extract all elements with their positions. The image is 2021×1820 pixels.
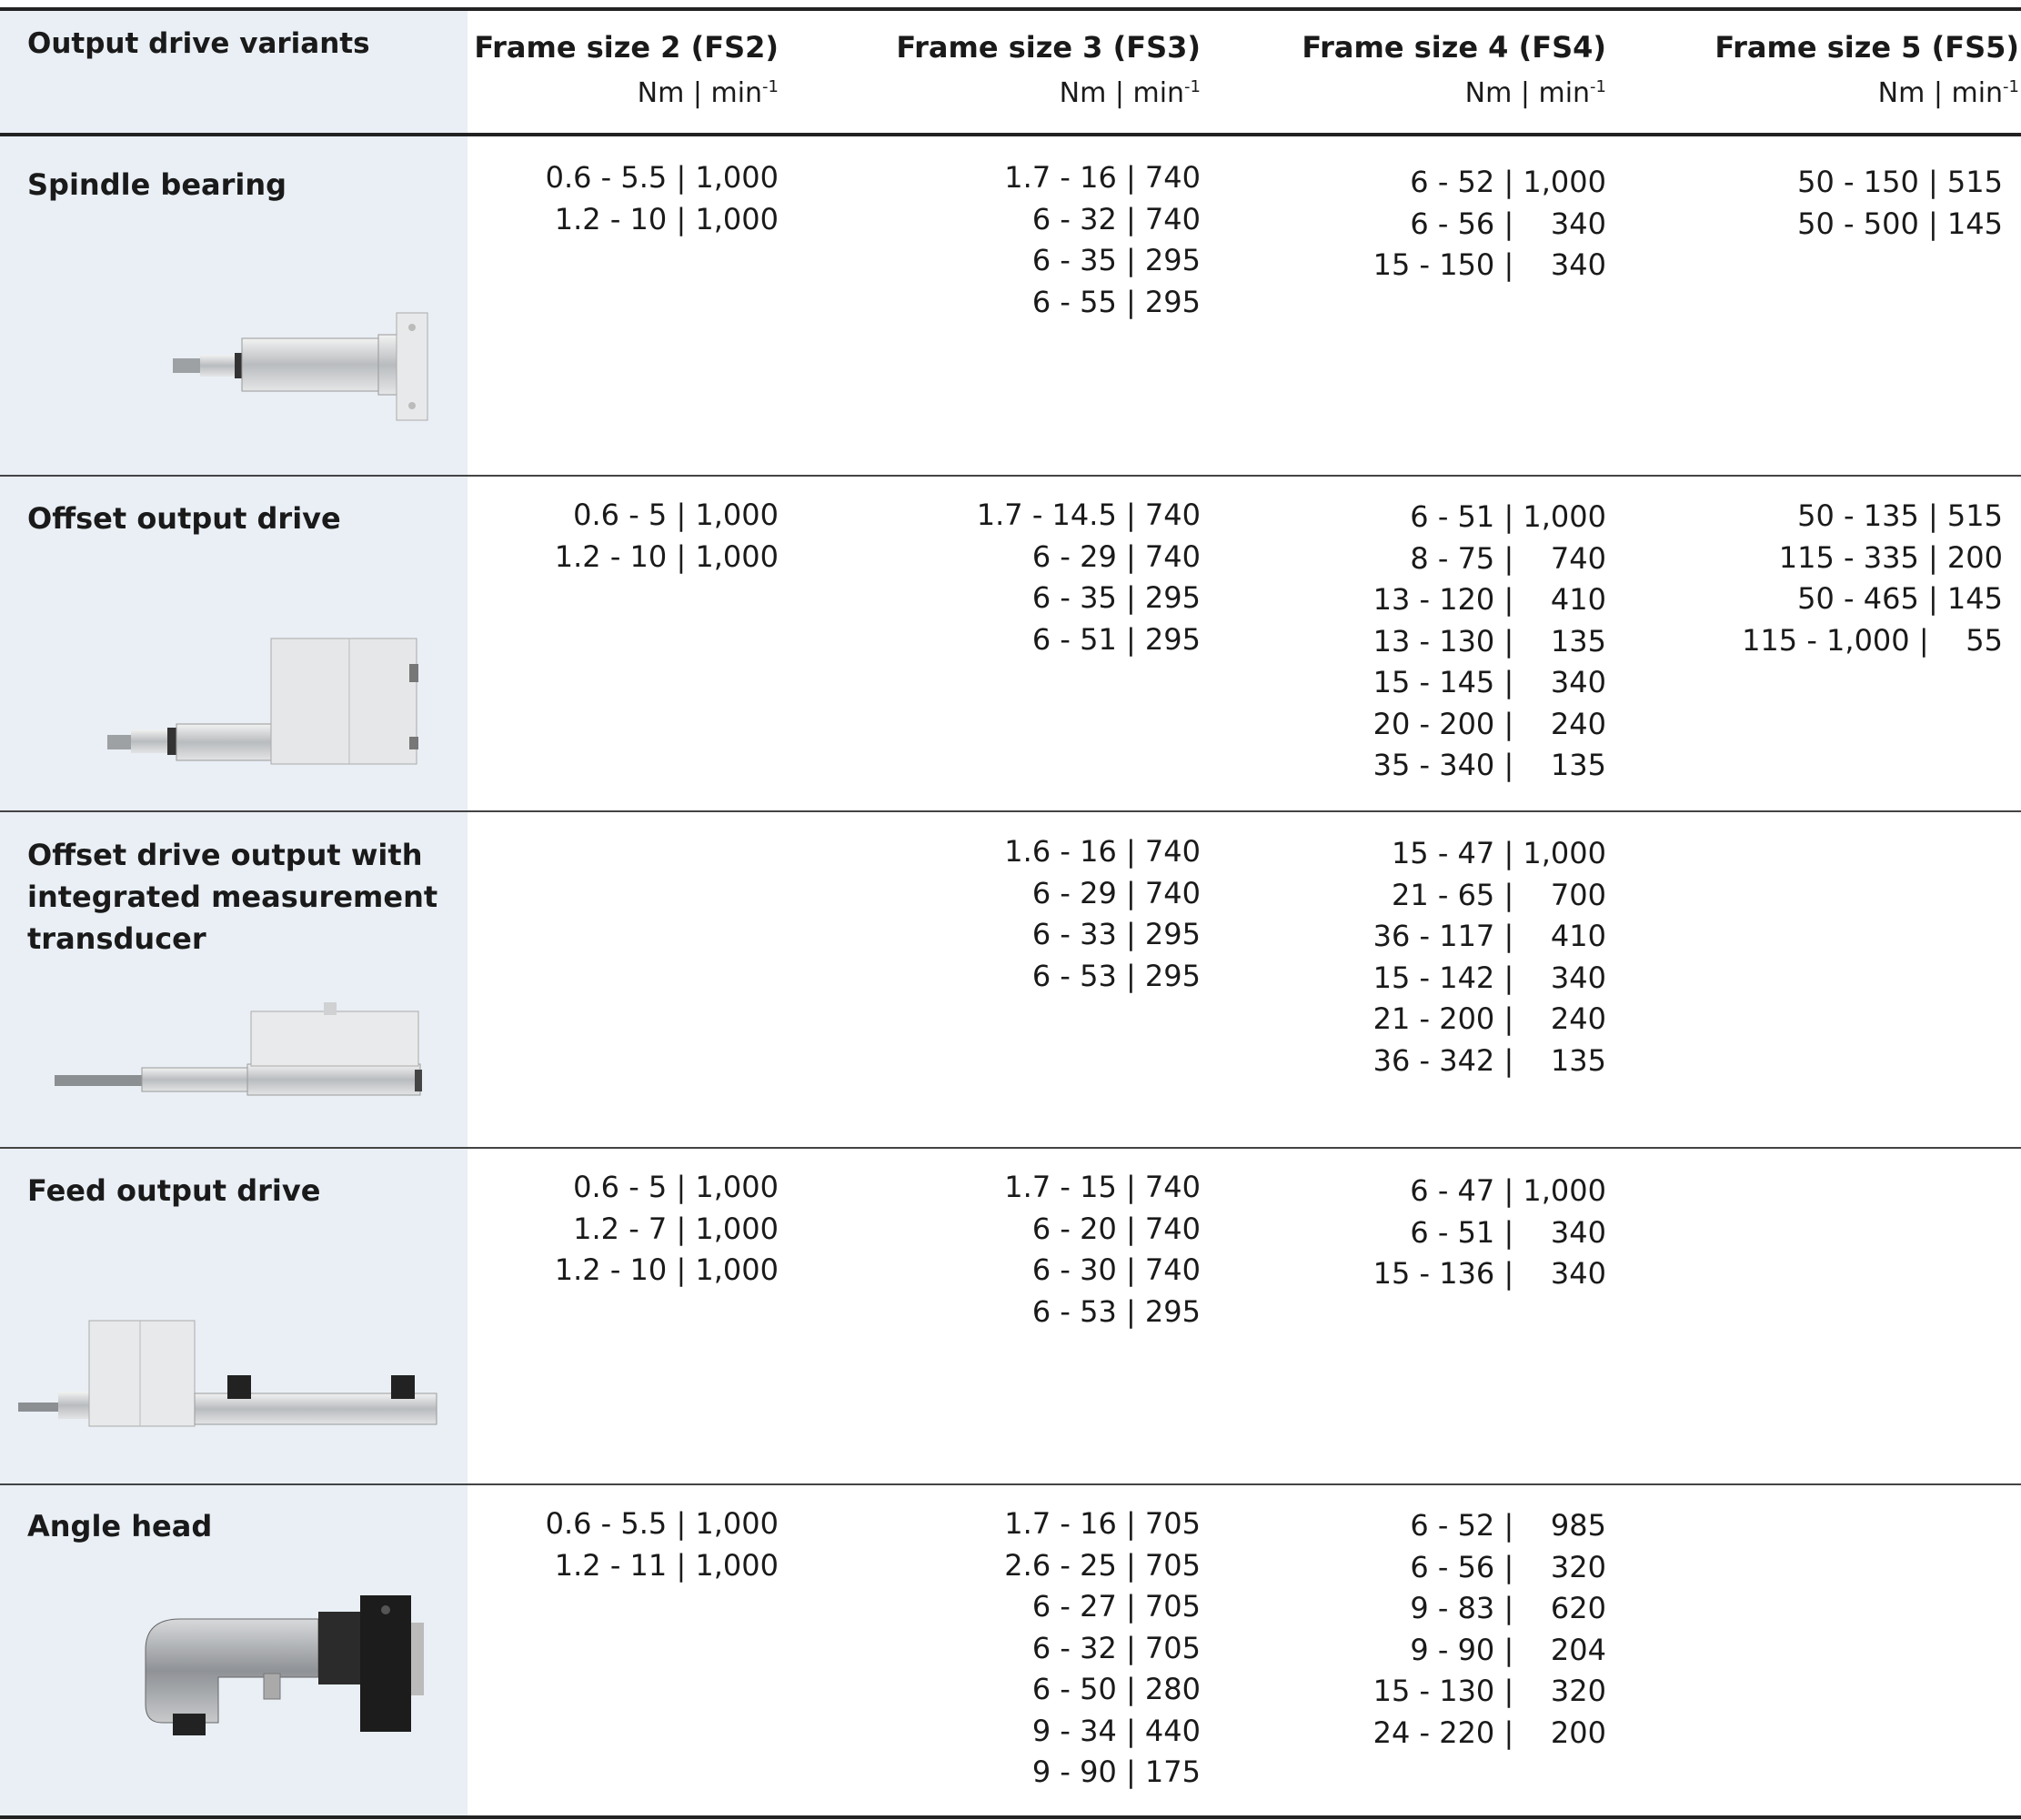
spindle-bearing-icon xyxy=(169,307,433,426)
fs3-values xyxy=(1004,1503,1201,1794)
value-cell: 1.2 - 11 | 1,000 xyxy=(554,1547,779,1583)
value-cell: 21 - 200 | 240 xyxy=(1372,1001,1606,1036)
value-cell: 15 - 136 | 340 xyxy=(1372,1256,1606,1291)
value-cell: 1.7 - 15 | 740 xyxy=(1004,1170,1201,1204)
value-cell: 6 - 32 | 705 xyxy=(1031,1630,1201,1665)
feed-output-drive-icon xyxy=(16,1317,444,1435)
angle-head-icon xyxy=(136,1586,427,1741)
value-cell: 50 - 135 | 515 xyxy=(1797,498,2003,533)
fs3-values xyxy=(1004,1167,1201,1332)
header-fs5-units: Nm | $\min^{-1}$ xyxy=(1877,77,2019,109)
row-label: Angle head xyxy=(27,1509,213,1543)
value-cell: 15 - 145 | 340 xyxy=(1372,665,1606,699)
header-rule xyxy=(0,133,2021,136)
fs4-values xyxy=(1373,833,1606,1081)
fs4-values xyxy=(1373,1505,1606,1754)
value-cell: 0.6 - 5 | 1,000 xyxy=(573,498,779,532)
value-cell: 1.7 - 16 | 705 xyxy=(1004,1506,1201,1541)
value-cell: 6 - 35 | 295 xyxy=(1031,580,1201,615)
value-cell: 2.6 - 25 | 705 xyxy=(1004,1547,1201,1583)
value-cell: 50 - 150 | 515 xyxy=(1797,165,2003,199)
fs5-values xyxy=(1797,162,2003,245)
header-fs5-title: Frame size 5 (FS5) xyxy=(1714,30,2019,65)
value-cell: 21 - 65 | 700 xyxy=(1391,877,1606,912)
value-cell: 6 - 55 | 295 xyxy=(1031,284,1201,319)
value-cell: 6 - 35 | 295 xyxy=(1031,243,1201,277)
row-divider xyxy=(0,475,2021,477)
value-cell: 1.2 - 7 | 1,000 xyxy=(573,1211,779,1246)
value-cell: 115 - 335 | 200 xyxy=(1778,539,2003,575)
fs3-values xyxy=(1004,157,1201,323)
value-cell: 1.7 - 16 | 740 xyxy=(1004,160,1201,195)
bottom-rule xyxy=(0,1815,2021,1819)
value-cell: 1.2 - 10 | 1,000 xyxy=(554,538,779,574)
value-cell: 6 - 56 | 320 xyxy=(1410,1549,1606,1584)
value-cell: 15 - 142 | 340 xyxy=(1372,960,1606,995)
value-cell: 6 - 29 | 740 xyxy=(1031,538,1201,574)
value-cell: 6 - 51 | 295 xyxy=(1031,621,1201,657)
value-cell: 36 - 342 | 135 xyxy=(1372,1042,1606,1078)
fs4-values xyxy=(1373,497,1606,787)
fs5-values xyxy=(1742,496,2003,661)
value-cell: 15 - 47 | 1,000 xyxy=(1391,836,1606,870)
header-fs4-title: Frame size 4 (FS4) xyxy=(1302,30,1606,65)
value-cell: 6 - 33 | 295 xyxy=(1031,917,1201,951)
header-fs4-units: Nm | $\min^{-1}$ xyxy=(1464,77,1606,109)
fs3-values xyxy=(1004,831,1201,997)
value-cell: 0.6 - 5 | 1,000 xyxy=(573,1170,779,1204)
fs2-values xyxy=(555,495,779,578)
header-fs3-units: Nm | $\min^{-1}$ xyxy=(1059,77,1201,109)
value-cell: 9 - 83 | 620 xyxy=(1410,1591,1606,1625)
top-rule xyxy=(0,7,2021,11)
row-label: Spindle bearing xyxy=(27,167,287,202)
value-cell: 6 - 51 | 1,000 xyxy=(1410,499,1606,534)
value-cell: 1.2 - 10 | 1,000 xyxy=(554,1252,779,1287)
value-cell: 50 - 465 | 145 xyxy=(1797,581,2003,616)
row-label: Feed output drive xyxy=(27,1173,321,1208)
header-fs4 xyxy=(1302,27,1606,114)
row-label: Offset drive output with integrated measurement transducer xyxy=(27,838,438,956)
value-cell: 20 - 200 | 240 xyxy=(1372,706,1606,741)
value-cell: 50 - 500 | 145 xyxy=(1797,206,2003,241)
value-cell: 13 - 130 | 135 xyxy=(1372,623,1606,659)
value-cell: 36 - 117 | 410 xyxy=(1372,919,1606,953)
value-cell: 115 - 1,000 | 55 xyxy=(1742,622,2003,658)
value-cell: 6 - 50 | 280 xyxy=(1031,1672,1201,1706)
fs4-values xyxy=(1373,162,1606,287)
value-cell: 15 - 150 | 340 xyxy=(1372,247,1606,282)
fs2-values xyxy=(546,157,779,240)
header-fs2-title: Frame size 2 (FS2) xyxy=(474,30,779,65)
fs2-values xyxy=(546,1503,779,1586)
value-cell: 1.7 - 14.5 | 740 xyxy=(976,498,1201,532)
offset-output-drive-icon xyxy=(106,637,424,769)
value-cell: 6 - 30 | 740 xyxy=(1031,1252,1201,1287)
value-cell: 0.6 - 5.5 | 1,000 xyxy=(545,1506,779,1541)
value-cell: 6 - 27 | 705 xyxy=(1031,1589,1201,1624)
value-cell: 6 - 53 | 295 xyxy=(1031,958,1201,993)
header-fs2-units: Nm | $\min^{-1}$ xyxy=(637,77,779,109)
value-cell: 6 - 53 | 295 xyxy=(1031,1293,1201,1329)
value-cell: 9 - 34 | 440 xyxy=(1031,1713,1201,1748)
value-cell: 0.6 - 5.5 | 1,000 xyxy=(545,160,779,195)
row-divider xyxy=(0,1147,2021,1149)
header-fs3 xyxy=(896,27,1201,114)
value-cell: 1.6 - 16 | 740 xyxy=(1004,834,1201,869)
value-cell: 13 - 120 | 410 xyxy=(1372,582,1606,617)
value-cell: 9 - 90 | 204 xyxy=(1410,1632,1606,1667)
value-cell: 24 - 220 | 200 xyxy=(1372,1714,1606,1750)
value-cell: 6 - 32 | 740 xyxy=(1031,201,1201,236)
value-cell: 6 - 52 | 985 xyxy=(1410,1508,1606,1543)
header-title: Output drive variants xyxy=(27,27,370,60)
fs3-values xyxy=(977,495,1201,660)
value-cell: 6 - 29 | 740 xyxy=(1031,875,1201,910)
value-cell: 6 - 56 | 340 xyxy=(1410,206,1606,241)
header-fs3-title: Frame size 3 (FS3) xyxy=(896,30,1201,65)
value-cell: 6 - 47 | 1,000 xyxy=(1410,1173,1606,1208)
value-cell: 9 - 90 | 175 xyxy=(1031,1755,1201,1789)
row-label: Offset output drive xyxy=(27,501,341,536)
header-fs5 xyxy=(1714,27,2019,114)
row-divider xyxy=(0,1483,2021,1485)
value-cell: 6 - 51 | 340 xyxy=(1410,1214,1606,1250)
value-cell: 6 - 20 | 740 xyxy=(1031,1211,1201,1246)
fs2-values xyxy=(555,1167,779,1292)
value-cell: 8 - 75 | 740 xyxy=(1410,540,1606,576)
row-divider xyxy=(0,810,2021,812)
value-cell: 15 - 130 | 320 xyxy=(1372,1674,1606,1708)
offset-drive-transducer-icon xyxy=(51,1000,424,1101)
value-cell: 1.2 - 10 | 1,000 xyxy=(554,201,779,236)
value-cell: 35 - 340 | 135 xyxy=(1372,748,1606,782)
header-fs2 xyxy=(474,27,779,114)
fs4-values xyxy=(1373,1171,1606,1295)
value-cell: 6 - 52 | 1,000 xyxy=(1410,165,1606,199)
